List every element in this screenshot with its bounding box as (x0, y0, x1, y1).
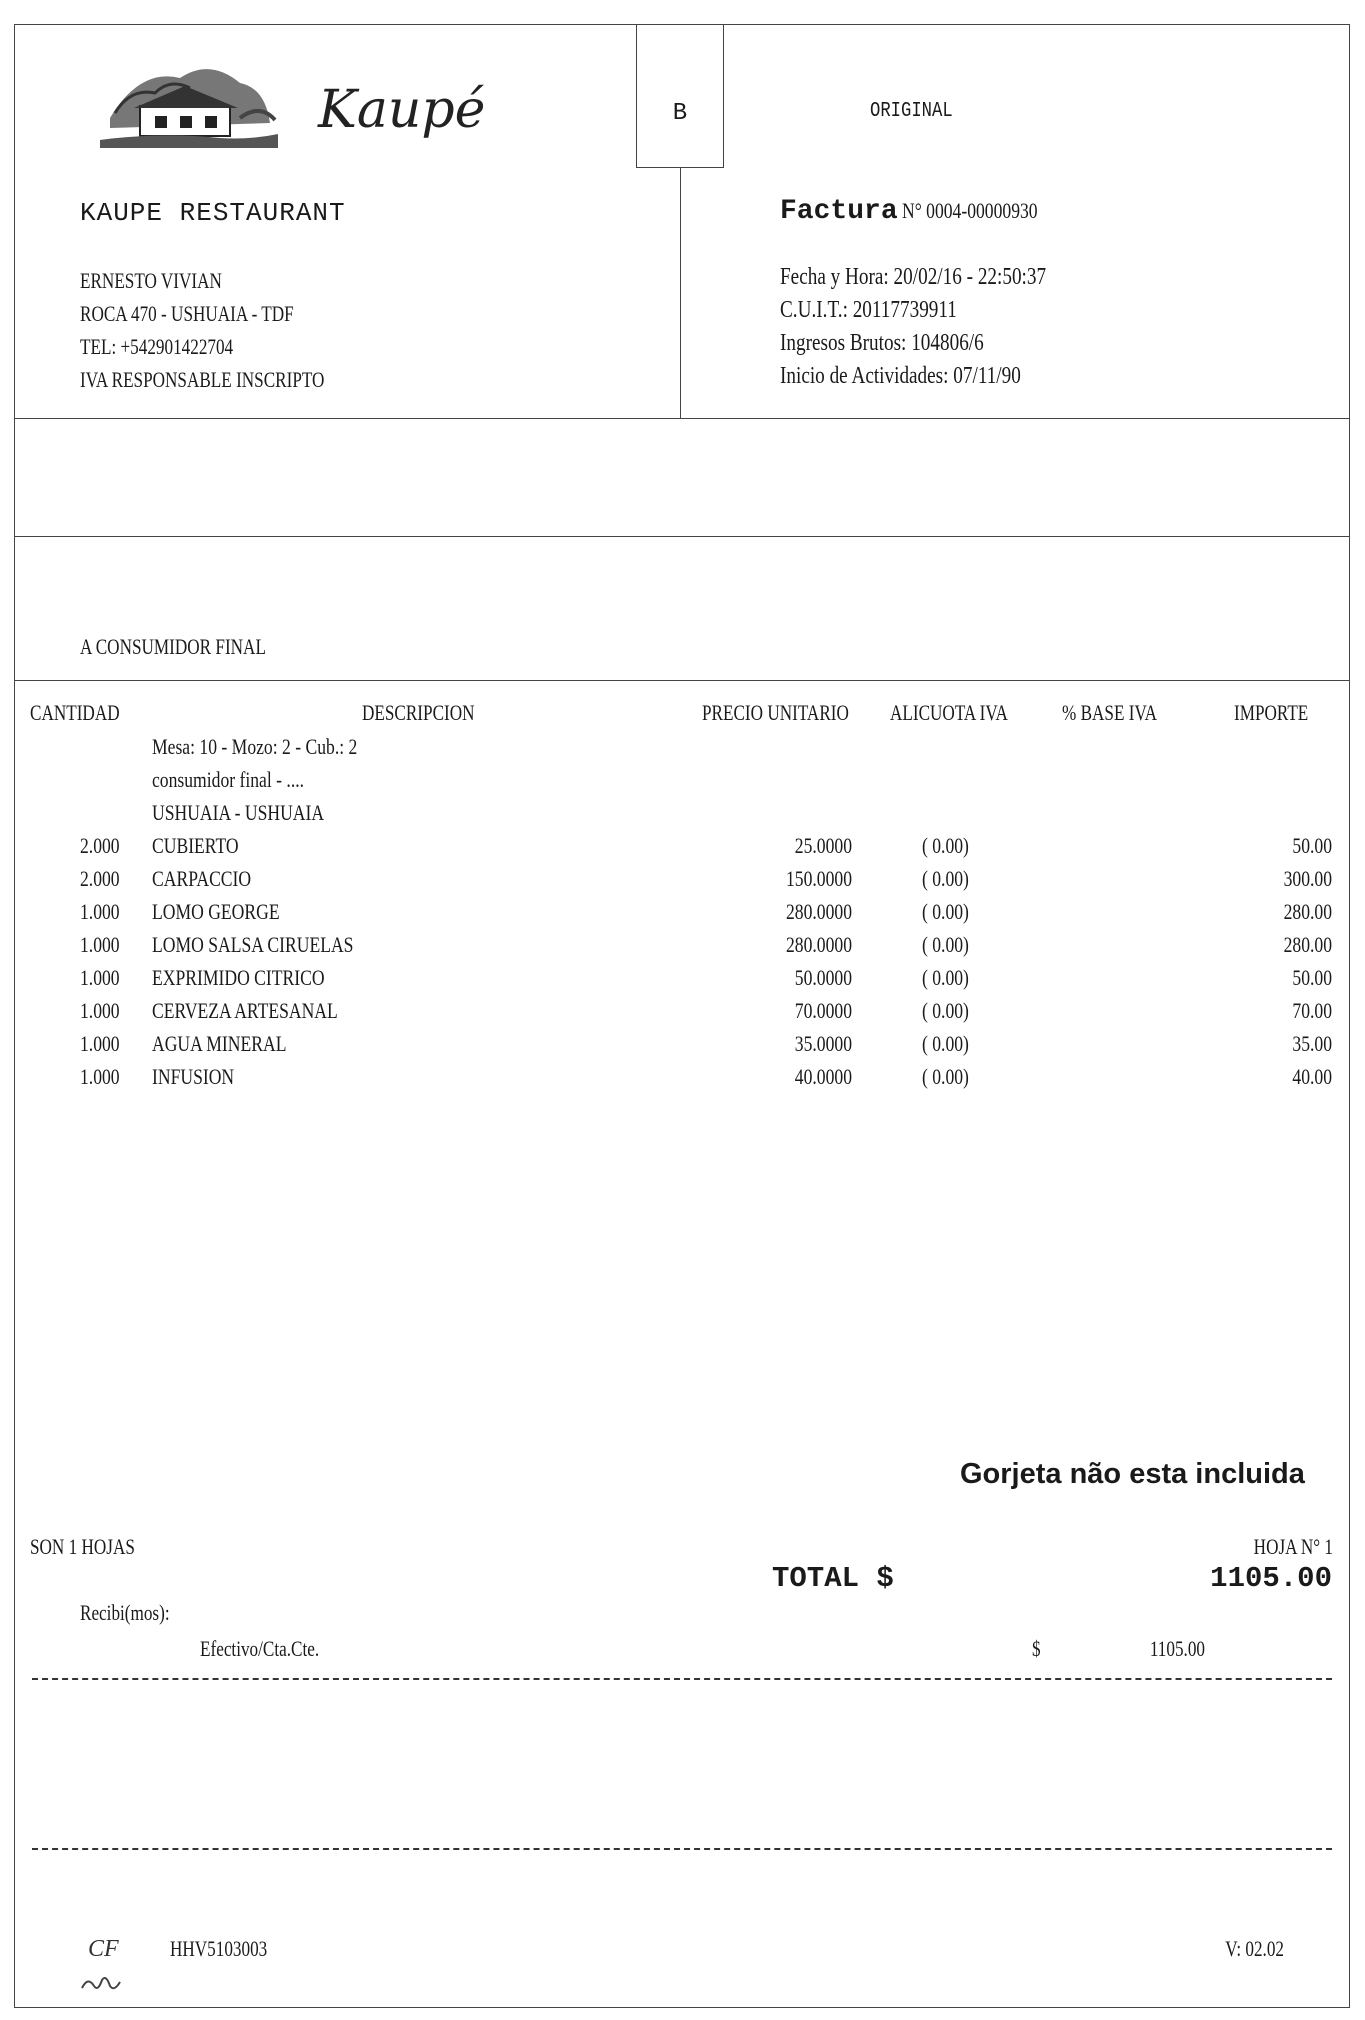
item-qty: 1.000 (80, 965, 120, 990)
item-amount: 50.00 (1292, 833, 1332, 858)
item-qty: 2.000 (80, 866, 120, 891)
dashed-separator-1 (32, 1678, 1332, 1680)
header-center-divider (680, 168, 681, 418)
item-desc: CUBIERTO (152, 833, 239, 858)
cf-mark: CF (88, 1936, 119, 1962)
control-code: HHV5103003 (170, 1936, 268, 1961)
item-amount: 50.00 (1292, 965, 1332, 990)
invoice-number: N° 0004-00000930 (901, 198, 1038, 223)
item-qty: 1.000 (80, 1064, 120, 1089)
item-vat: ( 0.00) (922, 965, 969, 990)
item-unit-price: 40.0000 (794, 1064, 852, 1089)
item-desc: AGUA MINERAL (152, 1031, 287, 1056)
version-label: V: 02.02 (1225, 1936, 1284, 1961)
tax-status: IVA RESPONSABLE INSCRIPTO (80, 367, 325, 392)
item-amount: 280.00 (1283, 899, 1332, 924)
item-vat: ( 0.00) (922, 998, 969, 1023)
table-divider-top (14, 680, 1350, 681)
header-divider (14, 418, 1350, 419)
item-unit-price: 50.0000 (794, 965, 852, 990)
fiscal-scribble-icon (80, 1972, 124, 1996)
item-qty: 1.000 (80, 998, 120, 1023)
info-line: Mesa: 10 - Mozo: 2 - Cub.: 2 (152, 734, 358, 759)
item-unit-price: 70.0000 (794, 998, 852, 1023)
item-desc: LOMO SALSA CIRUELAS (152, 932, 354, 957)
invoice-date-time: Fecha y Hora: 20/02/16 - 22:50:37 (780, 264, 1047, 290)
header-description: DESCRIPCION (362, 700, 475, 725)
invoice-letter: B (672, 100, 688, 127)
payment-currency: $ (1032, 1636, 1041, 1661)
item-desc: LOMO GEORGE (152, 899, 280, 924)
dashed-separator-2 (32, 1848, 1332, 1850)
restaurant-logo-illustration (100, 48, 280, 158)
tip-notice: Gorjeta não esta incluida (960, 1458, 1305, 1490)
item-vat: ( 0.00) (922, 1031, 969, 1056)
item-qty: 1.000 (80, 899, 120, 924)
item-unit-price: 35.0000 (794, 1031, 852, 1056)
business-name: KAUPE RESTAURANT (80, 198, 346, 228)
customer-type: A CONSUMIDOR FINAL (80, 634, 266, 659)
sheet-number: HOJA N° 1 (1253, 1534, 1333, 1559)
invoice-title: Factura (780, 196, 898, 227)
payment-method: Efectivo/Cta.Cte. (200, 1636, 320, 1661)
business-address: ROCA 470 - USHUAIA - TDF (80, 301, 294, 326)
info-line: USHUAIA - USHUAIA (152, 800, 325, 825)
info-line: consumidor final - .... (152, 767, 305, 792)
item-vat: ( 0.00) (922, 932, 969, 957)
item-unit-price: 280.0000 (786, 899, 852, 924)
item-amount: 70.00 (1292, 998, 1332, 1023)
total-label: TOTAL $ (772, 1562, 894, 1595)
item-vat: ( 0.00) (922, 866, 969, 891)
header-quantity: CANTIDAD (30, 700, 120, 725)
item-desc: INFUSION (152, 1064, 235, 1089)
total-value: 1105.00 (1210, 1562, 1332, 1595)
customer-divider-top (14, 536, 1350, 537)
item-desc: EXPRIMIDO CITRICO (152, 965, 325, 990)
item-unit-price: 150.0000 (786, 866, 852, 891)
received-label: Recibi(mos): (80, 1600, 170, 1625)
item-amount: 40.00 (1292, 1064, 1332, 1089)
item-desc: CARPACCIO (152, 866, 252, 891)
copy-label: ORIGINAL (870, 100, 953, 123)
item-amount: 300.00 (1283, 866, 1332, 891)
item-qty: 2.000 (80, 833, 120, 858)
item-desc: CERVEZA ARTESANAL (152, 998, 338, 1023)
owner-name: ERNESTO VIVIAN (80, 268, 222, 293)
item-unit-price: 25.0000 (794, 833, 852, 858)
invoice-start-date: Inicio de Actividades: 07/11/90 (780, 363, 1021, 389)
payment-amount: 1105.00 (1149, 1636, 1205, 1661)
invoice-heading (780, 196, 1071, 227)
item-qty: 1.000 (80, 932, 120, 957)
header-unit-price: PRECIO UNITARIO (702, 700, 849, 725)
sheet-count: SON 1 HOJAS (30, 1534, 135, 1559)
item-amount: 280.00 (1283, 932, 1332, 957)
item-vat: ( 0.00) (922, 1064, 969, 1089)
logo-script: Kaupé (318, 80, 486, 140)
invoice-gross-income: Ingresos Brutos: 104806/6 (780, 330, 984, 356)
item-vat: ( 0.00) (922, 833, 969, 858)
item-unit-price: 280.0000 (786, 932, 852, 957)
item-vat: ( 0.00) (922, 899, 969, 924)
header-vat-rate: ALICUOTA IVA (890, 700, 1008, 725)
header-vat-base: % BASE IVA (1062, 700, 1158, 725)
business-phone: TEL: +542901422704 (80, 334, 234, 359)
item-qty: 1.000 (80, 1031, 120, 1056)
invoice-letter-box (636, 24, 724, 168)
header-amount: IMPORTE (1234, 700, 1309, 725)
item-amount: 35.00 (1292, 1031, 1332, 1056)
invoice-cuit: C.U.I.T.: 20117739911 (780, 297, 957, 323)
